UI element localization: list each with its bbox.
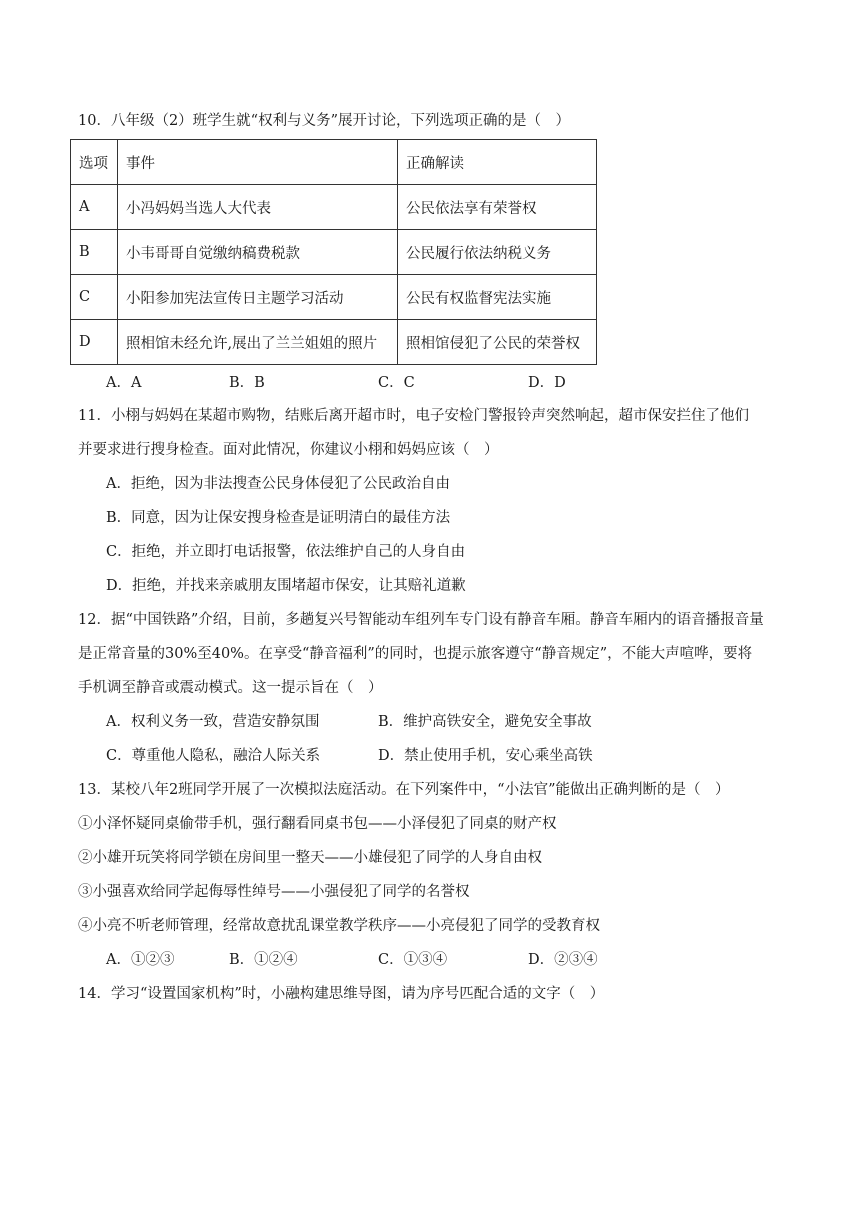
- q11-option-c[interactable]: C．拒绝，并立即打电话报警，依法维护自己的人身自由: [106, 544, 466, 560]
- row-interpretation: 公民依法享有荣誉权: [398, 185, 597, 230]
- header-interpretation: 正确解读: [398, 140, 597, 185]
- row-interpretation: 公民履行依法纳税义务: [398, 230, 597, 275]
- q11-option-b[interactable]: B．同意，因为让保安搜身检查是证明清白的最佳方法: [106, 510, 451, 526]
- option-c[interactable]: C．①③④: [378, 952, 448, 968]
- q14-stem: 14．学习“设置国家机构”时，小融构建思维导图，请为序号匹配合适的文字（ ）: [78, 986, 605, 1002]
- table-header-row: [71, 140, 597, 185]
- table-row: [71, 185, 597, 230]
- q11-stem-line2: 并要求进行搜身检查。面对此情况，你建议小栩和妈妈应该（ ）: [78, 442, 499, 458]
- row-option: B: [71, 230, 118, 275]
- table-row: [71, 230, 597, 275]
- header-event: 事件: [118, 140, 398, 185]
- q13-item-4: ④小亮不听老师管理，经常故意扰乱课堂教学秩序——小亮侵犯了同学的受教育权: [78, 918, 600, 934]
- option-b[interactable]: B．①②④: [229, 952, 298, 968]
- option-a[interactable]: A．A: [106, 375, 142, 391]
- header-option: 选项: [71, 140, 118, 185]
- row-option: D: [71, 320, 118, 365]
- q12-stem-line1: 12．据“中国铁路”介绍，目前，多趟复兴号智能动车组列车专门设有静音车厢。静音车厢内的语音播报音量: [78, 612, 764, 628]
- row-event: 小阳参加宪法宣传日主题学习活动: [118, 275, 398, 320]
- q10-stem: 10．八年级（2）班学生就“权利与义务”展开讨论，下列选项正确的是（ ）: [78, 113, 570, 129]
- q12-stem-line3: 手机调至静音或震动模式。这一提示旨在（ ）: [78, 680, 383, 696]
- q12-option-d[interactable]: D．禁止使用手机，安心乘坐高铁: [378, 748, 593, 764]
- q13-item-3: ③小强喜欢给同学起侮辱性绰号——小强侵犯了同学的名誉权: [78, 884, 470, 900]
- q12-option-b[interactable]: B．维护高铁安全，避免安全事故: [378, 714, 592, 730]
- q11-stem-line1: 11．小栩与妈妈在某超市购物，结账后离开超市时，电子安检门警报铃声突然响起，超市保安拦住了他们: [78, 408, 749, 424]
- row-event: 小韦哥哥自觉缴纳稿费税款: [118, 230, 398, 275]
- row-event: 小冯妈妈当选人大代表: [118, 185, 398, 230]
- q12-stem-line2: 是正常音量的30%至40%。在享受“静音福利”的同时，也提示旅客遵守“静音规定”，不能大声喧哗，要将: [78, 646, 753, 662]
- row-interpretation: 照相馆侵犯了公民的荣誉权: [398, 320, 597, 365]
- q12-option-a[interactable]: A．权利义务一致，营造安静氛围: [106, 714, 320, 730]
- row-option: C: [71, 275, 118, 320]
- table-row: [71, 275, 597, 320]
- q10-table: [70, 139, 597, 365]
- q11-option-d[interactable]: D．拒绝，并找来亲戚朋友围堵超市保安，让其赔礼道歉: [106, 578, 466, 594]
- q12-option-c[interactable]: C．尊重他人隐私，融洽人际关系: [106, 748, 321, 764]
- option-a[interactable]: A．①②③: [106, 952, 175, 968]
- q13-item-1: ①小泽怀疑同桌偷带手机，强行翻看同桌书包——小泽侵犯了同桌的财产权: [78, 816, 557, 832]
- option-d[interactable]: D．D: [528, 375, 566, 391]
- row-event: 照相馆未经允许,展出了兰兰姐姐的照片: [118, 320, 398, 365]
- row-interpretation: 公民有权监督宪法实施: [398, 275, 597, 320]
- q13-item-2: ②小雄开玩笑将同学锁在房间里一整天——小雄侵犯了同学的人身自由权: [78, 850, 542, 866]
- row-option: A: [71, 185, 118, 230]
- option-b[interactable]: B．B: [229, 375, 265, 391]
- option-c[interactable]: C．C: [378, 375, 415, 391]
- q13-stem: 13．某校八年2班同学开展了一次模拟法庭活动。在下列案件中，“小法官”能做出正确判断的是（ ）: [78, 782, 730, 798]
- option-d[interactable]: D．②③④: [528, 952, 598, 968]
- q11-option-a[interactable]: A．拒绝，因为非法搜查公民身体侵犯了公民政治自由: [106, 476, 450, 492]
- table-row: [71, 320, 597, 365]
